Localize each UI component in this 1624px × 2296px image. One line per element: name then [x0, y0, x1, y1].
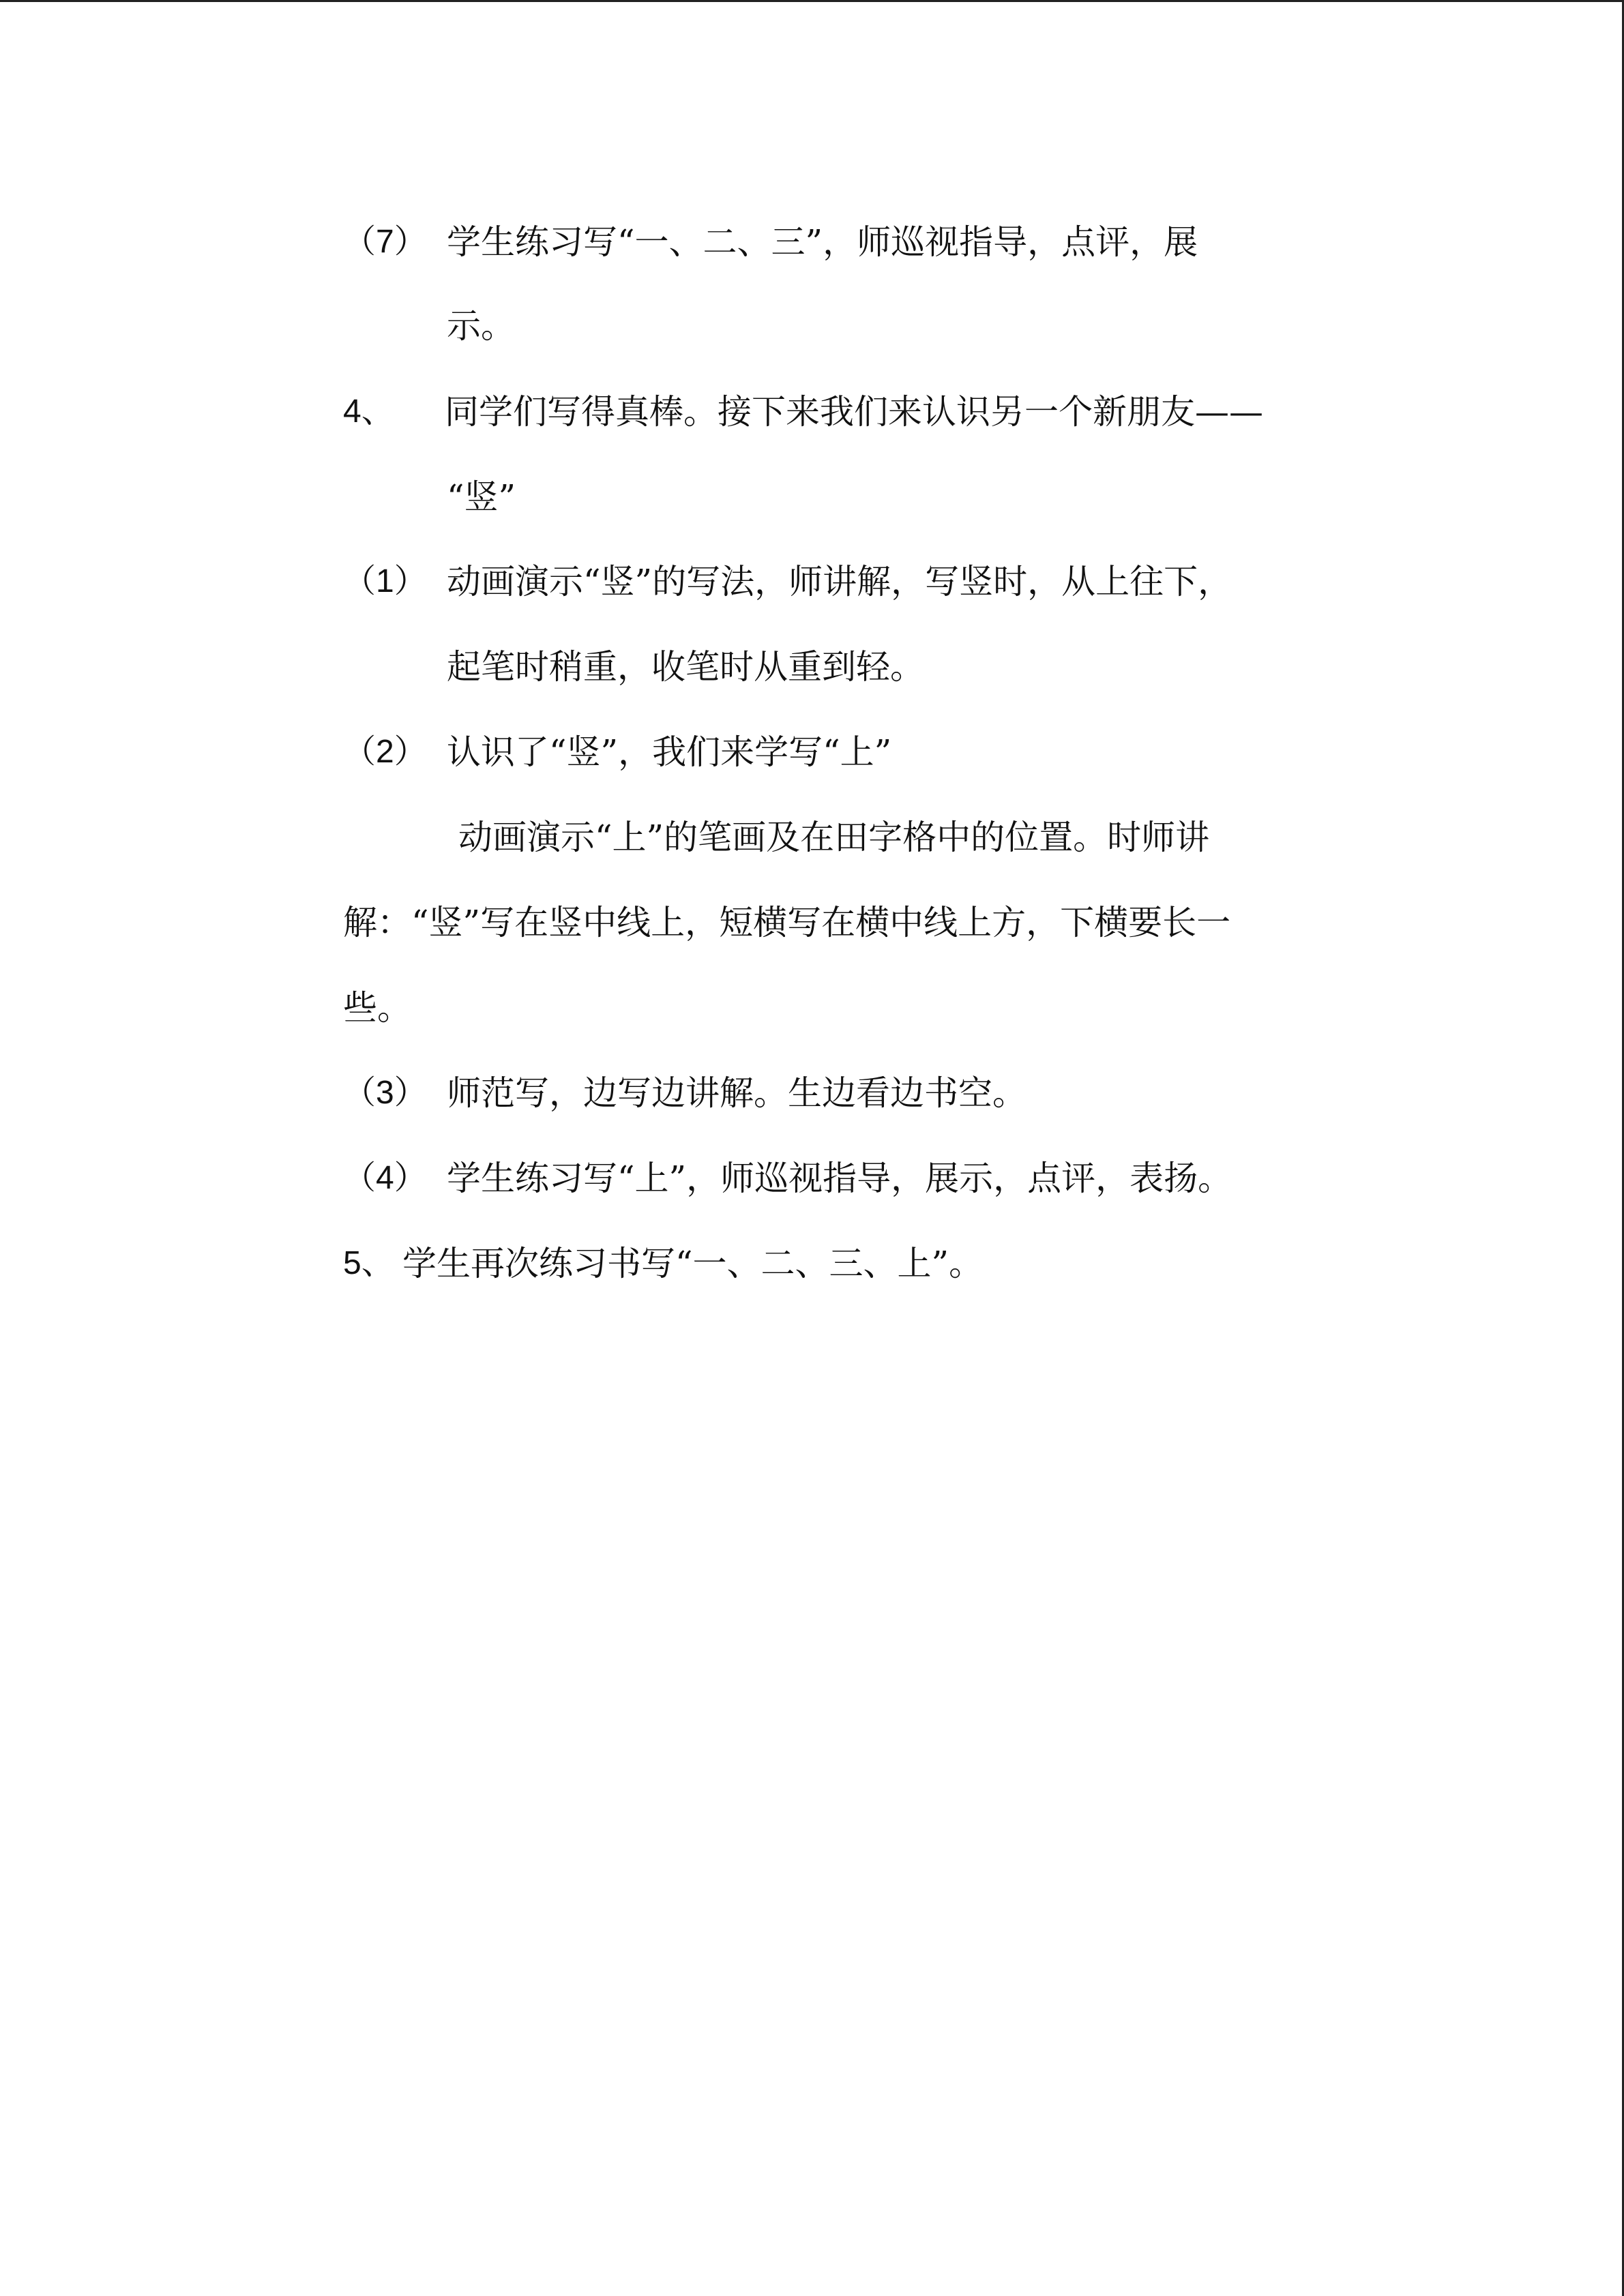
list-marker: （3）: [343, 1075, 427, 1111]
list-marker: （2）: [343, 734, 427, 770]
paragraph-text: 学生练习写“上”，师巡视指导，展示，点评，表扬。: [447, 1159, 1232, 1198]
list-marker: （1）: [343, 563, 427, 599]
list-marker: 5、: [343, 1245, 394, 1281]
paragraph-text: 认识了“竖”，我们来学写“上”: [447, 732, 892, 772]
paragraph-text: 学生再次练习书写“一、二、三、上”。: [402, 1244, 984, 1283]
paragraph-text: “竖”: [447, 477, 516, 517]
paragraph-text: 同学们写得真棒。接下来我们来认识另一个新朋友——: [445, 392, 1263, 432]
paragraph-text: 动画演示“上”的笔画及在田字格中的位置。时师讲: [458, 818, 1210, 857]
paragraph-text: 起笔时稍重，收笔时从重到轻。: [447, 647, 924, 687]
list-marker: （7）: [343, 224, 427, 260]
paragraph-text: 学生练习写“一、二、三”，师巡视指导，点评，展: [447, 222, 1198, 262]
list-marker: 4、: [343, 393, 394, 430]
paragraph-text: 解：“竖”写在竖中线上，短横写在横中线上方，下横要长一: [343, 903, 1231, 942]
paragraph-text: 动画演示“竖”的写法，师讲解，写竖时，从上往下，: [447, 562, 1232, 601]
paragraph-text: 些。: [343, 988, 411, 1028]
list-marker: （4）: [343, 1160, 427, 1196]
paragraph-text: 师范写，边写边讲解。生边看边书空。: [447, 1073, 1027, 1113]
paragraph-text: 示。: [447, 306, 515, 346]
